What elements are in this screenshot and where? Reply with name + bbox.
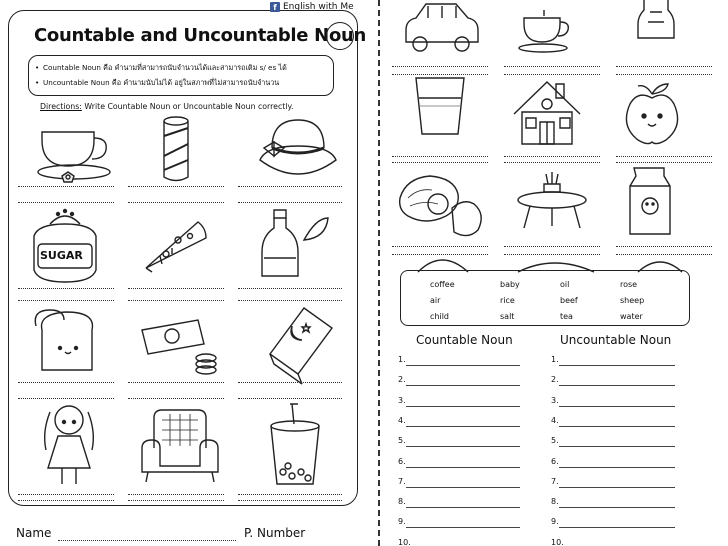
answer-line[interactable] <box>238 494 342 495</box>
answer-number: 2. <box>551 375 559 385</box>
car-picture <box>402 0 482 54</box>
tea-cup-picture-2 <box>518 10 570 54</box>
answer-line[interactable] <box>128 186 224 187</box>
answer-line[interactable] <box>392 162 488 163</box>
answer-number: 5. <box>398 436 406 446</box>
number-label: P. Number <box>244 526 306 540</box>
answer-number: 4. <box>398 415 406 425</box>
uncountable-answer-line[interactable] <box>559 365 675 366</box>
answer-line[interactable] <box>128 398 224 399</box>
directions-text: Write Countable Noun or Uncountable Noun correctly. <box>81 102 294 111</box>
answer-line[interactable] <box>128 300 224 301</box>
answer-line[interactable] <box>128 202 224 203</box>
table-picture <box>516 172 588 230</box>
word-bank-item: salt <box>500 312 515 321</box>
answer-line[interactable] <box>238 300 342 301</box>
answer-number: 10. <box>398 537 411 546</box>
meat-picture <box>396 168 488 240</box>
glass-of-water-picture <box>414 76 466 138</box>
uncountable-answer-line[interactable] <box>559 527 675 528</box>
countable-answer-line[interactable] <box>406 467 520 468</box>
answer-line[interactable] <box>18 300 114 301</box>
word-bank-item: child <box>430 312 449 321</box>
answer-line[interactable] <box>504 66 600 67</box>
uncountable-answer-line[interactable] <box>559 507 675 508</box>
word-bank-item: tea <box>560 312 573 321</box>
bread-picture <box>32 306 98 376</box>
answer-line[interactable] <box>504 162 600 163</box>
word-bank-item: air <box>430 296 441 305</box>
oil-bottle-picture <box>260 208 330 280</box>
answer-line[interactable] <box>392 156 488 157</box>
hat-picture <box>258 118 338 182</box>
answer-number: 7. <box>551 476 559 486</box>
brand <box>270 2 354 12</box>
answer-number: 1. <box>551 355 559 364</box>
answer-number: 10. <box>551 537 564 546</box>
countable-answer-line[interactable] <box>406 527 520 528</box>
answer-line[interactable] <box>616 162 712 163</box>
answer-line[interactable] <box>238 398 342 399</box>
house-picture <box>512 78 582 146</box>
money-picture <box>138 312 218 376</box>
answer-line[interactable] <box>616 156 712 157</box>
tea-cup-picture <box>36 122 116 184</box>
answer-number: 6. <box>398 456 406 466</box>
answer-number: 9. <box>551 517 559 527</box>
brand-text: English with Me <box>283 2 354 12</box>
page-divider <box>378 0 380 546</box>
answer-line[interactable] <box>18 500 114 501</box>
worksheet-title: Countable and Uncountable Noun <box>34 25 367 46</box>
answer-line[interactable] <box>128 382 224 383</box>
uncountable-column-title: Uncountable Noun <box>560 333 672 347</box>
uncountable-answer-line[interactable] <box>559 385 675 386</box>
answer-line[interactable] <box>18 398 114 399</box>
answer-line[interactable] <box>18 382 114 383</box>
armchair-picture <box>140 408 220 484</box>
word-bank-item: rose <box>620 280 638 289</box>
answer-number: 9. <box>398 517 406 527</box>
directions <box>40 102 293 111</box>
answer-line[interactable] <box>392 254 488 255</box>
uncountable-answer-line[interactable] <box>559 426 675 427</box>
answer-line[interactable] <box>18 494 114 495</box>
bubble-tea-picture <box>268 402 322 490</box>
countable-answer-line[interactable] <box>406 406 520 407</box>
word-bank-item: baby <box>500 280 520 289</box>
sugar-label: SUGAR <box>40 249 83 262</box>
definition-countable: • Countable Noun คือ คำนามที่สามารถนับจำนวนได้และสามารถเติม s/ es ได้ <box>43 60 325 75</box>
answer-line[interactable] <box>616 66 712 67</box>
answer-number: 8. <box>398 497 406 507</box>
answer-line[interactable] <box>504 74 600 75</box>
countable-answer-line[interactable] <box>406 446 520 447</box>
answer-line[interactable] <box>18 288 114 289</box>
answer-number: 4. <box>551 415 559 425</box>
score-circle <box>326 22 354 50</box>
milk-carton-picture <box>628 166 672 238</box>
answer-line[interactable] <box>238 186 342 187</box>
countable-answer-line[interactable] <box>406 365 520 366</box>
answer-line[interactable] <box>616 246 712 247</box>
uncountable-answer-line[interactable] <box>559 467 675 468</box>
directions-label: Directions: <box>40 102 82 111</box>
answer-number: 6. <box>551 456 559 466</box>
book-picture <box>260 304 334 376</box>
answer-line[interactable] <box>18 202 114 203</box>
facebook-icon: f <box>270 2 280 12</box>
name-label: Name <box>16 526 52 540</box>
answer-line[interactable] <box>238 288 342 289</box>
word-bank-item: oil <box>560 280 570 289</box>
answer-line[interactable] <box>238 500 342 501</box>
answer-line[interactable] <box>504 246 600 247</box>
answer-line[interactable] <box>616 254 712 255</box>
uncountable-answer-line[interactable] <box>559 406 675 407</box>
answer-line[interactable] <box>18 186 114 187</box>
apple-picture <box>624 80 680 144</box>
answer-number: 7. <box>398 476 406 486</box>
word-bank-item: sheep <box>620 296 645 305</box>
answer-number: 3. <box>551 395 559 405</box>
countable-answer-line[interactable] <box>406 385 520 386</box>
pizza-picture <box>138 212 208 274</box>
definition-box <box>28 55 334 96</box>
word-bank-item: coffee <box>430 280 455 289</box>
sugar-bag-picture <box>32 206 98 284</box>
countable-column-title: Countable Noun <box>416 333 513 347</box>
answer-number: 1. <box>398 355 406 364</box>
answer-line[interactable] <box>392 246 488 247</box>
answer-line[interactable] <box>128 288 224 289</box>
answer-line[interactable] <box>392 66 488 67</box>
uncountable-answer-line[interactable] <box>559 446 675 447</box>
can-picture <box>160 116 192 184</box>
answer-number: 2. <box>398 375 406 385</box>
answer-line[interactable] <box>128 500 224 501</box>
answer-line[interactable] <box>128 494 224 495</box>
answer-line[interactable] <box>616 74 712 75</box>
answer-number: 8. <box>551 497 559 507</box>
uncountable-answer-line[interactable] <box>559 487 675 488</box>
answer-line[interactable] <box>238 202 342 203</box>
countable-answer-line[interactable] <box>406 487 520 488</box>
answer-line[interactable] <box>392 74 488 75</box>
word-bank-item: rice <box>500 296 515 305</box>
word-bank-item: beef <box>560 296 578 305</box>
bottle-picture <box>636 0 676 40</box>
countable-answer-line[interactable] <box>406 426 520 427</box>
definition-uncountable: • Uncountable Noun คือ คำนามนับไม่ได้ อยู่ในสภาพที่ไม่สามารถนับจำนวน <box>43 75 325 90</box>
name-line[interactable] <box>58 540 236 541</box>
answer-number: 3. <box>398 395 406 405</box>
girl-picture <box>38 402 100 488</box>
word-bank-item: water <box>620 312 643 321</box>
answer-number: 5. <box>551 436 559 446</box>
answer-line[interactable] <box>504 254 600 255</box>
answer-line[interactable] <box>504 156 600 157</box>
answer-line[interactable] <box>238 382 342 383</box>
countable-answer-line[interactable] <box>406 507 520 508</box>
